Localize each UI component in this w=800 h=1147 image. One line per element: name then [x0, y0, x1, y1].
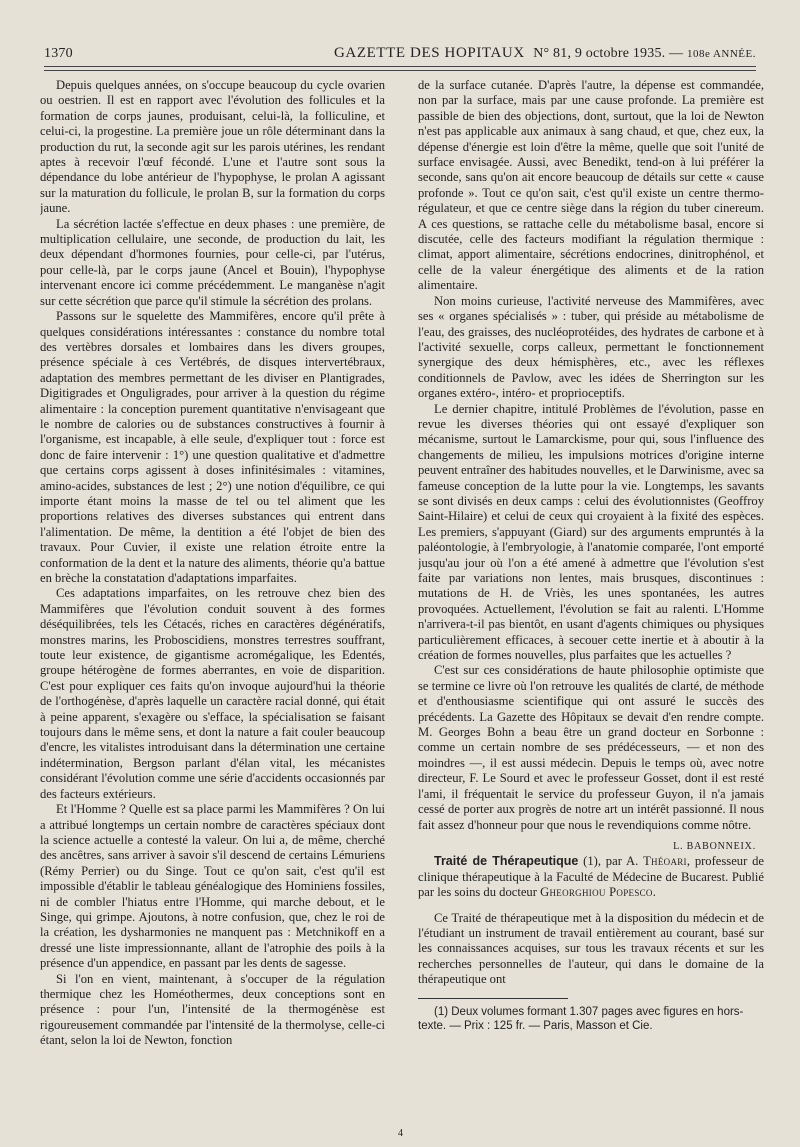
book-title: Traité de Thérapeutique — [434, 854, 579, 869]
paragraph: de la surface cutanée. D'après l'autre, la dépense est commandée, non par la surface, mais par une cause profonde. La première est passible de bien des objections, dont, surtout, que la loi de Newton n'est pas applicable aux animaux à sang chaud, et que, chez eux, la dépense d'énergie est loin d'être la même, quelle que soit l'unité de surface envisagée. Aussi, avec Benedikt, tend-on à lui préférer la seconde, sans qu'on ait encore beaucoup de détails sur cette « cause profonde ». Tout ce qu'on sait, c'est qu'il existe un centre thermo-régulateur, et que ce centre siège dans la région du tuber cinereum. A ces questions, se rattache celle du métabolisme basal, encore si discutée, celle des facteurs modifiant la régulation thermique : climat, apport alimentaire, sécrétions endocrines, dinitrophénol, et celle de la valeur énergétique des aliments et de la ration alimentaire. — [418, 78, 764, 293]
book-editor: Gheorghiou Popesco — [540, 885, 653, 900]
paragraph: Depuis quelques années, on s'occupe beaucoup du cycle ovarien ou oestrien. Il est en rapport avec l'évolution des follicules et la formation de corps jaunes, produisant, celui-là, la folliculine, et celui-ci, la progestine. La première joue un rôle déterminant dans la production du rut, la seconde agit sur les parois utérines, les rendant aptes à recevoir l'œuf fécondé. L'une et l'autre sont sous la dépendance du lobe antérieur de l'hypophyse, le prolan A agissant sur la maturation du follicule, le prolan B, sur la formation du corps jaune. — [40, 78, 385, 216]
book-ref: (1), par A. — [583, 854, 644, 869]
left-column — [40, 78, 385, 1138]
footnote: (1) Deux volumes formant 1.307 pages avec figures en hors-texte. — Prix : 125 fr. — Paris, Masson et Cie. — [418, 1005, 744, 1032]
page-number: 1370 — [44, 46, 73, 61]
paragraph: La sécrétion lactée s'effectue en deux phases : une première, de multiplication cellulaire, une seconde, de production du lait, les deux dépendant d'hormones fournies, pour celle-ci, par l'utérus, pour celle-là, par le corps jaune (Ancel et Bouin), l'hypophyse intervenant encore ici comme précédemment. Le manganèse n'agit sur cette sécrétion que parce qu'il stimule la sécrétion des prolans. — [40, 216, 385, 308]
page-header — [44, 38, 756, 64]
issue-date — [533, 46, 756, 62]
book-author: Théoari — [643, 854, 687, 869]
book-end: . — [652, 885, 656, 900]
header-rule-bottom — [44, 70, 756, 71]
paragraph: Passons sur le squelette des Mammifères, encore qu'il prête à quelques considérations intéressantes : constance du nombre total des vertèbres dorsales et lombaires dans les divers groupes, présence spéciale à ces Vertébrés, de disques intervertébraux, adaptation des membres permettant de les diviser en Plantigrades, Digitigrades et Onguligrades, pour arriver à la question du régime alimentaire : la conception purement quantitative n'envisageant que le nombre de calories ou de substances constructives à fournir à l'organisme, est incapable, à elle seule, d'expliquer tout : force est donc de faire intervenir : 1°) une question qualitative et d'admettre que certains corps agissent à doses infinitésimales : vitamines, amino-acides, substances de lest ; 2°) une notion d'équilibre, ce qui importe étant moins la masse de tel ou tel aliment que les proportions relatives des diverses substances qui entrent dans l'alimentation. De même, la dentition a été l'objet de bien des travaux. Pour Cuvier, il existe une relation étroite entre la conformation de la dent et la nature des aliments, théorie qu'a battue en brèche la constatation d'adaptations imparfaites. — [40, 309, 385, 585]
journal-title: GAZETTE DES HOPITAUX — [334, 45, 525, 61]
paragraph: Si l'on en vient, maintenant, à s'occuper de la régulation thermique chez les Homéothermes, deux conceptions sont en présence : pour l'un, l'intensité de la thermogénèse est rigoureusement commandée par l'intensité de la thermolyse, celle-ci étant, selon la loi de Newton, fonction — [40, 971, 385, 1048]
paragraph: Et l'Homme ? Quelle est sa place parmi les Mammifères ? On lui a attribué longtemps un certain nombre de caractères spéciaux dont la science actuelle a contesté la valeur. On lui a, de même, cherché des ancêtres, sans arriver à savoir s'il descend de certains Lémuriens (Rémy Perrier) ou du Singe. Tout ce qu'on sait, c'est qu'il est impossible d'établir le tableau généalogique des Hominiens fossiles, ni de combler l'hiatus entre l'Homme, qui marche debout, et le Singe, qui grimpe. Ajoutons, à notre confusion, que, chez le roi de la création, les dysharmonies ne manquent pas : Metchnikoff en a dressé une liste impressionnante, allant de l'atrophie des poils à la présence d'un appendice, en passant par les dents de sagesse. — [40, 802, 385, 971]
issue-number-date: N° 81, 9 octobre 1935. — — [533, 46, 684, 61]
paragraph: Le dernier chapitre, intitulé Problèmes de l'évolution, passe en revue les diverses théories qui ont essayé d'expliquer son mécanisme, surtout le Lamarckisme, pour qui, sous l'influence des changements de milieu, les impulsions motrices d'origine interne peuvent entraîner des habitudes nouvelles, et le Darwinisme, avec sa fameuse conception de la lutte pour la vie. Longtemps, les savants se sont divisés en deux camps : celui des évolutionnistes (Geoffroy Saint-Hilaire) et celui de ceux qui croyaient à la fixité des espèces. Les premiers, s'appuyant (Giard) sur des arguments empruntés à la paléontologie, à l'embryologie, à l'anatomie comparée, l'ont emporté jusqu'au jour où l'on a été amené à admettre que l'évolution s'est faite par variations non lentes, mais brusques, discontinues : mutations de H. de Vriès, les unes spontanées, les autres provoquées. Actuellement, l'évolution se fait au ralenti. L'Homme n'arrivera-t-il pas bientôt, en usant d'agents chimiques ou physiques particulièrement efficaces, à secouer cette inertie et à aboutir à la création de formes nouvelles, plus parfaites que les actuelles ? — [418, 401, 764, 663]
paragraph: Non moins curieuse, l'activité nerveuse des Mammifères, avec ses « organes spécialisés » : tuber, qui préside au métabolisme de l'eau, des graisses, des nucléoprotéides, des hydrates de carbone et à l'activité sexuelle, corps calleux, permettant le fonctionnement synergique des deux hémisphères, etc., avec les réflexes conditionnels de Pavlow, avec les idées de Sherrington sur les organes extéro-, intéro- et proprioceptifs. — [418, 293, 764, 401]
header-rule-top — [44, 66, 756, 67]
page-mark: 4 — [398, 1128, 403, 1139]
right-column — [418, 78, 764, 1138]
year-label: 108e ANNÉE. — [686, 48, 756, 60]
book-affiliation: , professeur de clinique thérapeutique à la Faculté de Médecine de Bucarest. Publié par les soins du docteur — [418, 854, 764, 900]
book-review-heading — [418, 854, 764, 900]
paragraph: Ces adaptations imparfaites, on les retrouve chez bien des Mammifères que l'évolution conduit souvent à des formes déséquilibrées, tels les Cétacés, riches en caractères dégénératifs, monstres marins, les Proboscidiens, monstres terrestres souffrant, toute leur existence, de gigantisme acromégalique, les Edentés, groupe hétérogène de formes aberrantes, en voie de disparition. C'est pour expliquer ces faits qu'on invoque aujourd'hui la théorie de l'orthogénèse, d'après laquelle un caractère racial donné, qui était à peine apparent, s'exagère ou s'efface, la spécialisation se faisant toujours dans le même sens, et dont la nature a fait couler beaucoup d'encre, les vitalistes introduisant dans la détermination une certaine indétermination, Bergson parlant d'élan vital, les mécanistes considérant l'évolution comme une série d'accidents occasionnés par des facteurs extérieurs. — [40, 586, 385, 801]
review-signature: L. BABONNEIX. — [673, 840, 756, 852]
paragraph: C'est sur ces considérations de haute philosophie optimiste que se termine ce livre où l'on retrouve les qualités de clarté, de méthode et d'enthousiasme scientifique qui ont assuré le succès des précédents. La Gazette des Hôpitaux se devait d'en rendre compte. M. Georges Bohn a beau être un grand docteur en Sorbonne : comme un certain nombre de ses prédécesseurs, — et non des moindres —, il est aussi médecin. Depuis le temps où, avec notre directeur, F. Le Sourd et avec le professeur Gosset, dont il est resté l'ami, il fréquentait le service du professeur Guyon, il n'a jamais cessé de porter aux progrès de notre art un intérêt passionné. Il nous fait assez d'honneur pour que nous le revendiquions comme nôtre. — [418, 663, 764, 832]
footnote-rule — [418, 998, 568, 999]
book-review-paragraph: Ce Traité de thérapeutique met à la disposition du médecin et de l'étudiant un instrument de travail entièrement au courant, basé sur les connaissances acquises, sur tous les travaux récents et sur les recherches personnelles de l'auteur, qui dans le domaine de la thérapeutique ont — [418, 910, 764, 987]
